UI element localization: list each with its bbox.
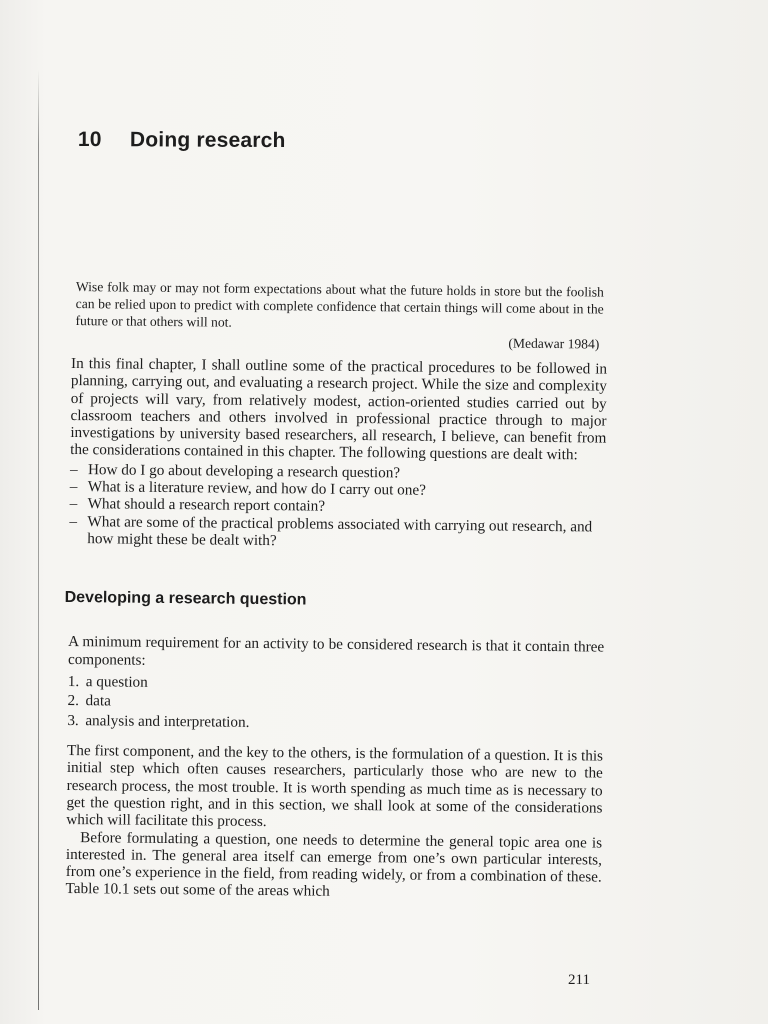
intro-paragraph: In this final chapter, I shall outline some of the practical procedures to be followed in planning, carrying out, and evaluating a research project. While the size and complexity of projects will vary, from relatively modest, action-oriented studies carried out by classroom teachers and others involved in professional practice through to major investigations by university based researchers, all research, I believe, can benefit from the considerations contained in this chapter. The following questions are dealt with: (70, 354, 608, 464)
chapter-heading (78, 128, 286, 153)
chapter-title: Doing research (129, 128, 286, 153)
section-paragraph-1: A minimum requirement for an activity to be considered research is that it contain three components: (67, 633, 605, 669)
list-item: – What should a research report contain? (70, 495, 606, 518)
list-number: 2. (67, 692, 80, 710)
section-paragraph-2: The first component, and the key to the others, is the formulation of a question. It is this initial step which often causes researchers, particularly those who are new to the research process, the most trouble. It is worth spending as much time as is necessary to get the question right, and in this section, we shall look at some of the considerations which will facilitate this process. (66, 742, 604, 831)
list-text: analysis and interpretation. (85, 711, 250, 731)
list-text: a question (85, 673, 148, 691)
epigraph-citation: (Medawar 1984) (508, 335, 600, 352)
chapter-number: 10 (77, 128, 102, 152)
epigraph-quote: Wise folk may or may not form expectations about what the future holds in store but the foolish can be relied upon to predict with complete confidence that certain things will come about in the future or that others will not. (75, 279, 604, 330)
list-text: data (85, 692, 111, 710)
page-content (66, 278, 608, 903)
list-number: 3. (67, 711, 79, 729)
list-item: – What are some of the practical problems associated with carrying out research, and how might these be dealt with? (69, 513, 605, 553)
page-number: 211 (568, 972, 590, 988)
components-list (67, 672, 604, 736)
list-item: – What is a literature review, and how do I carry out one? (70, 478, 606, 501)
list-number: 1. (67, 672, 80, 690)
page-binding-edge (38, 70, 39, 1010)
list-item: – How do I go about developing a research question? (70, 461, 606, 484)
section-heading: Developing a research question (64, 589, 307, 609)
questions-list (69, 461, 606, 553)
section-paragraph-3: Before formulating a question, one needs to determine the general topic area one is interested in. The general area itself can emerge from one’s own particular interests, from one’s experience in the field, from reading widely, or from a combination of these. Table 10.1 sets out some of the areas which (65, 828, 603, 901)
